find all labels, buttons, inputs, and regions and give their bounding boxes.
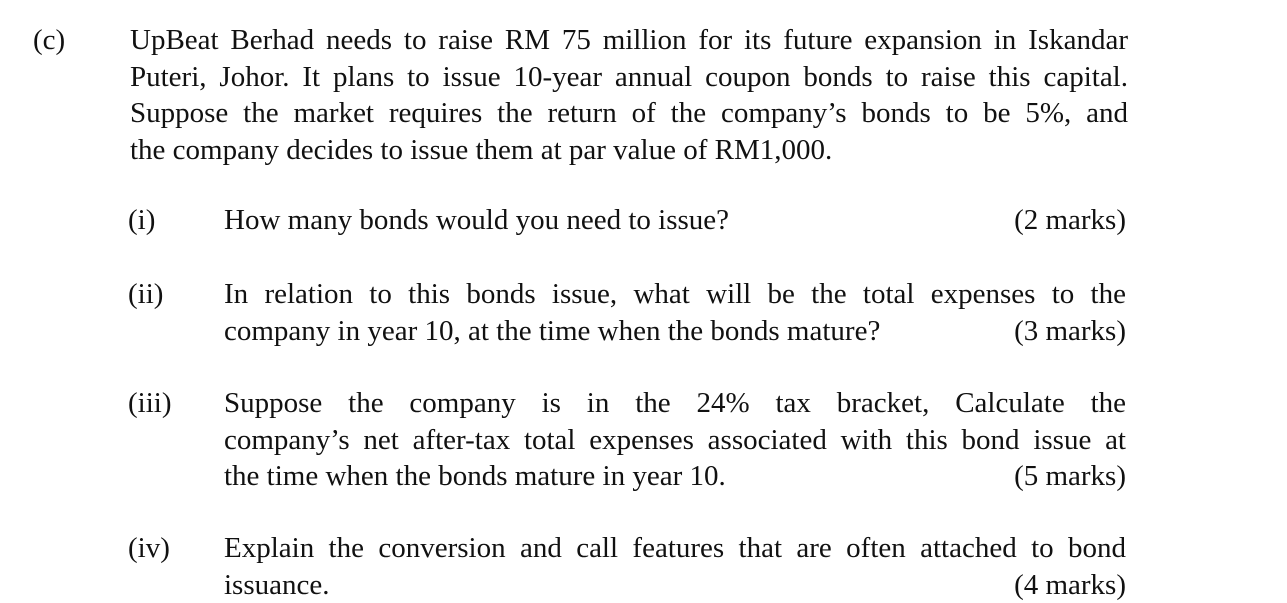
question-stem — [130, 22, 1128, 168]
sub-question-line: Suppose the company is in the 24% tax bracket, Calculate the — [224, 387, 1126, 419]
sub-question-line: issuance. — [224, 568, 330, 601]
sub-question-text — [224, 530, 1126, 603]
sub-question-text — [224, 276, 1126, 349]
marks-label: (2 marks) — [1014, 204, 1126, 236]
stem-line: Puteri, Johor. It plans to issue 10-year annual coupon bonds to raise this capital. — [130, 60, 1128, 93]
stem-line: the company decides to issue them at par value of RM1,000. — [130, 133, 833, 166]
marks-label: (5 marks) — [1014, 460, 1126, 492]
sub-question-text — [224, 202, 1126, 239]
sub-question-line: In relation to this bonds issue, what will be the total expenses to the — [224, 278, 1126, 310]
sub-question-line: Explain the conversion and call features that are often attached to bond — [224, 532, 1126, 564]
sub-question-number: (ii) — [128, 278, 164, 310]
marks-label: (4 marks) — [1014, 568, 1126, 601]
sub-question-number: (i) — [128, 204, 156, 236]
sub-question-number: (iii) — [128, 387, 172, 419]
stem-line: Suppose the market requires the return of the company’s bonds to be 5%, and — [130, 97, 1128, 129]
question-label: (c) — [33, 24, 66, 56]
sub-question-line: the time when the bonds mature in year 10. — [224, 460, 726, 492]
sub-question-line: company in year 10, at the time when the bonds mature? — [224, 314, 881, 347]
marks-label: (3 marks) — [1014, 314, 1126, 347]
stem-line: UpBeat Berhad needs to raise RM 75 million for its future expansion in Iskandar — [130, 24, 1128, 56]
sub-question-line: How many bonds would you need to issue? — [224, 204, 730, 236]
sub-question-line: company’s net after-tax total expenses associated with this bond issue at — [224, 423, 1126, 456]
sub-question-text — [224, 385, 1126, 495]
sub-question-number: (iv) — [128, 532, 170, 564]
